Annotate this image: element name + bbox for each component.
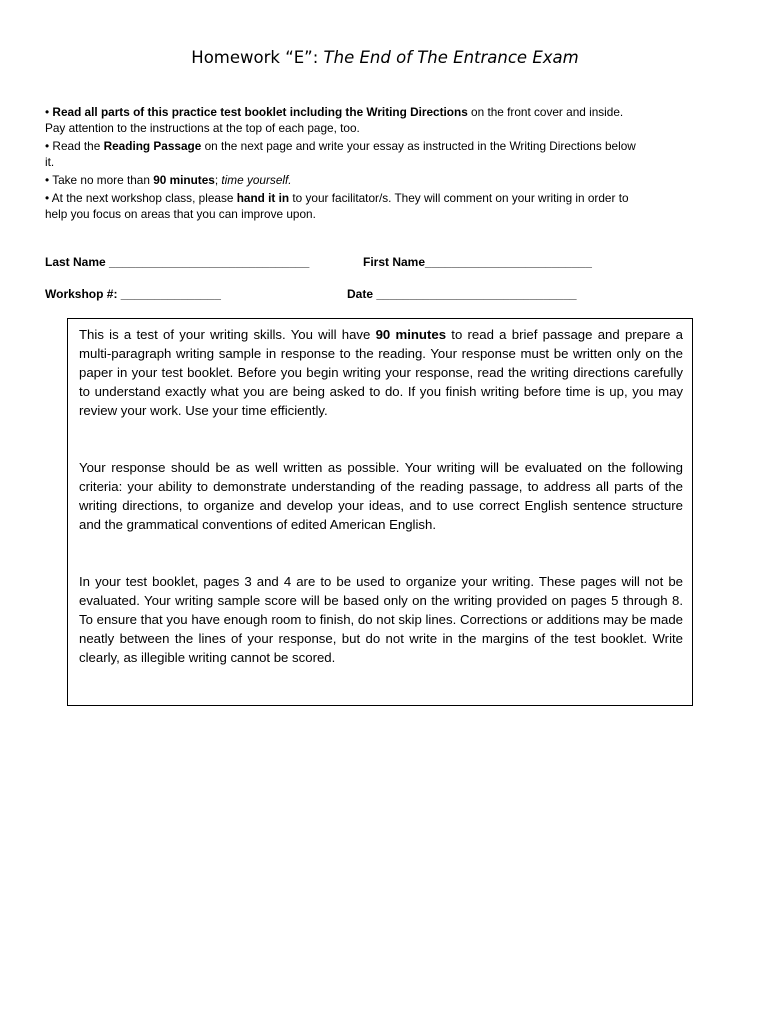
- bullet-dot: •: [45, 173, 53, 187]
- bullet-text: ;: [214, 173, 222, 187]
- last-name-field[interactable]: Last Name ______________________________: [45, 255, 310, 269]
- first-name-field[interactable]: First Name_________________________: [363, 255, 592, 269]
- paragraph-bold-text: 90 minutes: [375, 327, 447, 342]
- directions-paragraph-1: [79, 325, 683, 420]
- bullet-text: Take no more than: [52, 173, 154, 187]
- bullet-item: [45, 172, 645, 188]
- title-italic: The End of The Entrance Exam: [323, 48, 579, 67]
- instruction-list: [45, 104, 645, 224]
- bullet-bold-text: Reading Passage: [103, 139, 202, 153]
- directions-paragraph-2: Your response should be as well written as possible. Your writing will be evaluated on the following criteria: your ability to demonstrate understanding of the reading passage, to address all parts of the writing directions, to organize and develop your ideas, and to use correct English sentence structure and the grammatical conventions of edited American English.: [79, 460, 683, 532]
- bullet-text: on the front cover and inside. Pay attention to the instructions at the top of each page, too.: [45, 105, 624, 135]
- bullet-item: [45, 190, 645, 222]
- bullet-dot: •: [45, 139, 53, 153]
- workshop-number-field[interactable]: Workshop #: _______________: [45, 287, 221, 301]
- bullet-item: [45, 138, 645, 170]
- bullet-item: [45, 104, 645, 136]
- bullet-text: on the next page and write your essay as instructed in the Writing Directions below it.: [45, 139, 636, 169]
- bullet-bold-text: Read all parts of this practice test booklet including the Writing Directions: [52, 105, 468, 119]
- bullet-bold-text: hand it in: [236, 191, 290, 205]
- bullet-text: Read the: [52, 139, 104, 153]
- bullet-dot: •: [45, 191, 52, 205]
- bullet-bold-text: 90 minutes: [153, 173, 215, 187]
- bullet-text: to your facilitator/s. They will comment on your writing in order to help you focus on areas that you can improve upon.: [45, 191, 629, 221]
- directions-paragraph-3: In your test booklet, pages 3 and 4 are to be used to organize your writing. These pages will not be evaluated. Your writing sample score will be based only on the writing provided on pages 5 through 8. To ensure that you have enough room to finish, do not skip lines. Corrections or additions may be made neatly between the lines of your response, but do not write in the margins of the test booklet. Write clearly, as illegible writing cannot be scored.: [79, 574, 683, 665]
- bullet-dot: •: [45, 105, 53, 119]
- page-title: [0, 48, 770, 67]
- paragraph-text: to read a brief passage and prepare a multi-paragraph writing sample in response to the reading. Your response must be written only on the paper in your test booklet. Before you begin writing your response, read the writing directions carefully to understand exactly what you are being asked to do. If you finish writing before time is up, you may review your work. Use your time efficiently.: [79, 327, 683, 418]
- paragraph-text: This is a test of your writing skills. You will have: [79, 327, 376, 342]
- title-prefix: Homework “E”:: [191, 48, 324, 67]
- date-field[interactable]: Date ______________________________: [347, 287, 577, 301]
- bullet-italic-text: time yourself.: [221, 173, 292, 187]
- bullet-text: At the next workshop class, please: [51, 191, 237, 205]
- writing-directions-box: [67, 318, 693, 706]
